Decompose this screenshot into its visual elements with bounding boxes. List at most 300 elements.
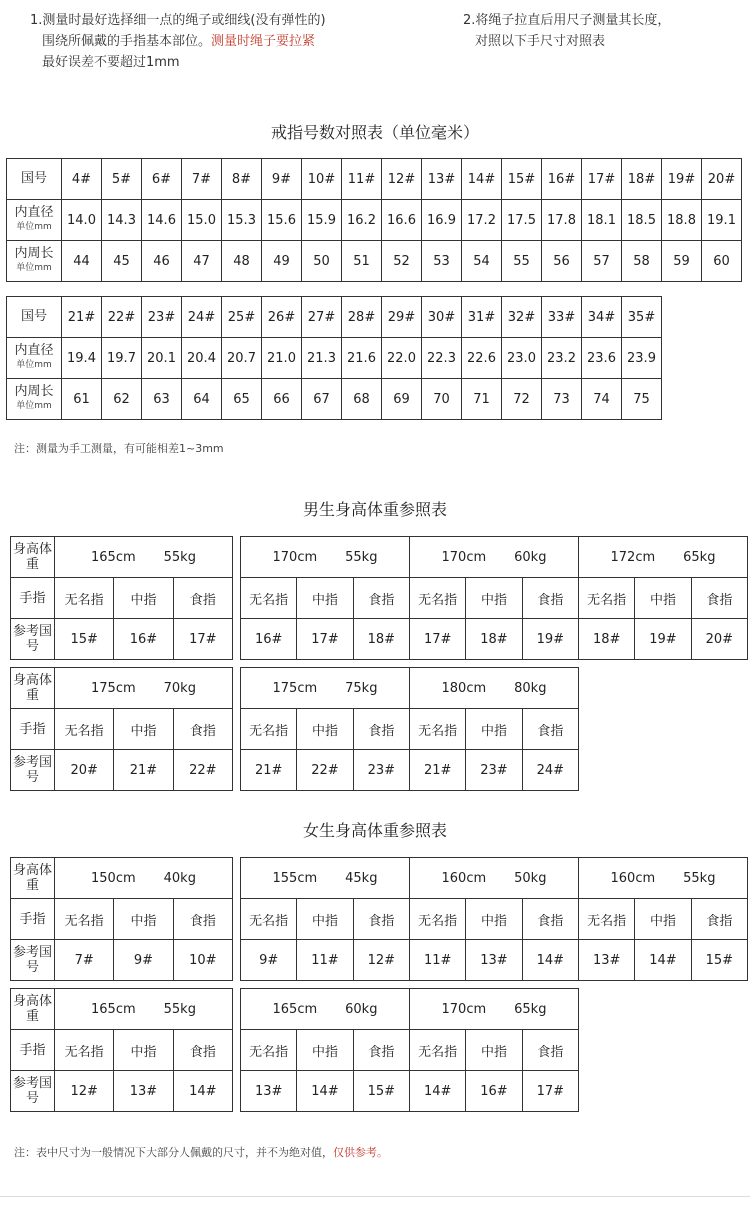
card-size-row: [11, 750, 233, 791]
ring-circumference-cell: 70: [422, 379, 462, 420]
card-finger-row: [11, 899, 233, 940]
card-hw-row: [410, 668, 579, 709]
size-ring: 20#: [55, 750, 114, 791]
card-size-row: [11, 940, 233, 981]
size-card: [409, 667, 579, 791]
card-finger-row: [579, 578, 748, 619]
card-hw-row: [11, 989, 233, 1030]
card-hw-row: [410, 989, 579, 1030]
finger-ring: 无名指: [55, 578, 114, 619]
size-middle: 18#: [466, 619, 522, 660]
finger-ring: 无名指: [241, 1030, 297, 1071]
height-value: 165cm: [91, 1001, 136, 1017]
ring-circumference-row: [7, 379, 662, 420]
card-hw-row: [11, 668, 233, 709]
ring-diameter-cell: 18.5: [622, 200, 662, 241]
size-index: 10#: [173, 940, 232, 981]
size-ring: 21#: [410, 750, 466, 791]
weight-value: 50kg: [514, 870, 547, 886]
ring-size-cell: 6#: [142, 159, 182, 200]
ring-diameter-cell: 23.6: [582, 338, 622, 379]
card-hw-row: [11, 858, 233, 899]
size-ring: 13#: [579, 940, 635, 981]
ring-diameter-cell: 20.4: [182, 338, 222, 379]
row-label-diameter: 内直径 单位mm: [7, 200, 62, 241]
ring-circumference-cell: 72: [502, 379, 542, 420]
ring-circumference-cell: 68: [342, 379, 382, 420]
size-middle: 14#: [635, 940, 691, 981]
card-hw-row: [579, 858, 748, 899]
footer-note: 注：表中尺寸为一般情况下大部分人佩戴的尺寸，并不为绝对值，仅供参考。: [14, 1146, 388, 1159]
weight-value: 80kg: [514, 680, 547, 696]
finger-index: 食指: [522, 899, 578, 940]
size-index: 19#: [522, 619, 578, 660]
label-ref-size: 参考国号: [11, 750, 55, 791]
finger-middle: 中指: [466, 578, 522, 619]
height-value: 155cm: [272, 870, 318, 886]
intro-highlight: 测量时绳子要拉紧: [211, 34, 316, 49]
ring-size-cell: 27#: [302, 297, 342, 338]
ring-circumference-cell: 67: [302, 379, 342, 420]
ring-diameter-cell: 22.3: [422, 338, 462, 379]
ring-diameter-cell: 14.0: [62, 200, 102, 241]
finger-index: 食指: [173, 709, 232, 750]
card-size-row: [410, 940, 579, 981]
ring-diameter-cell: 21.0: [262, 338, 302, 379]
label-height-weight: 身高体重: [11, 668, 55, 709]
label-finger: 手指: [11, 578, 55, 619]
card-finger-row: [410, 709, 579, 750]
card-finger-row: [11, 578, 233, 619]
finger-middle: 中指: [466, 709, 522, 750]
weight-value: 55kg: [163, 1001, 196, 1017]
ring-diameter-cell: 23.2: [542, 338, 582, 379]
ring-circumference-cell: 44: [62, 241, 102, 282]
ring-size-row: [7, 297, 662, 338]
ring-diameter-cell: 20.1: [142, 338, 182, 379]
ring-circumference-cell: 48: [222, 241, 262, 282]
height-weight: [410, 537, 579, 578]
ring-circumference-cell: 58: [622, 241, 662, 282]
finger-index: 食指: [173, 899, 232, 940]
card-hw-row: [241, 668, 410, 709]
height-value: 160cm: [441, 870, 487, 886]
finger-middle: 中指: [466, 899, 522, 940]
card-finger-row: [241, 578, 410, 619]
finger-middle: 中指: [114, 709, 173, 750]
row-label-diameter: 内直径 单位mm: [7, 338, 62, 379]
size-middle: 16#: [114, 619, 173, 660]
size-ring: 9#: [241, 940, 297, 981]
ring-note: 注：测量为手工测量，有可能相差1~3mm: [14, 442, 224, 455]
height-value: 175cm: [272, 680, 318, 696]
finger-index: 食指: [353, 578, 409, 619]
weight-value: 55kg: [163, 549, 196, 565]
intro-right: [463, 10, 670, 52]
ring-circumference-cell: 57: [582, 241, 622, 282]
card-finger-row: [241, 1030, 410, 1071]
size-ring: 21#: [241, 750, 297, 791]
ring-table-1: [6, 158, 742, 282]
height-weight: [241, 989, 410, 1030]
ring-size-cell: 22#: [102, 297, 142, 338]
card-hw-row: [241, 537, 410, 578]
male-table-title: 男生身高体重参照表: [302, 500, 447, 519]
ring-diameter-cell: 21.6: [342, 338, 382, 379]
ring-size-cell: 28#: [342, 297, 382, 338]
finger-middle: 中指: [635, 899, 691, 940]
ring-diameter-row: [7, 338, 662, 379]
finger-index: 食指: [353, 899, 409, 940]
finger-ring: 无名指: [241, 709, 297, 750]
intro-left: [30, 10, 326, 73]
finger-middle: 中指: [635, 578, 691, 619]
ring-circumference-cell: 63: [142, 379, 182, 420]
finger-index: 食指: [173, 578, 232, 619]
ring-diameter-cell: 16.2: [342, 200, 382, 241]
ring-circumference-cell: 65: [222, 379, 262, 420]
label-height-weight: 身高体重: [11, 989, 55, 1030]
ring-circumference-cell: 53: [422, 241, 462, 282]
ring-circumference-cell: 75: [622, 379, 662, 420]
size-index: 14#: [173, 1071, 232, 1112]
female-table-title: 女生身高体重参照表: [302, 821, 447, 840]
ring-size-cell: 5#: [102, 159, 142, 200]
ring-size-cell: 35#: [622, 297, 662, 338]
ring-size-cell: 23#: [142, 297, 182, 338]
weight-value: 65kg: [683, 549, 716, 565]
size-index: 12#: [353, 940, 409, 981]
height-value: 170cm: [441, 549, 487, 565]
size-card: [578, 857, 748, 981]
card-hw-row: [410, 858, 579, 899]
ring-size-cell: 9#: [262, 159, 302, 200]
finger-ring: 无名指: [241, 899, 297, 940]
label-ref-size: 参考国号: [11, 1071, 55, 1112]
ring-diameter-cell: 15.0: [182, 200, 222, 241]
size-index: 15#: [691, 940, 747, 981]
height-weight: [55, 858, 233, 899]
size-card: [240, 536, 410, 660]
ring-size-cell: 14#: [462, 159, 502, 200]
size-middle: 11#: [297, 940, 353, 981]
card-size-row: [410, 750, 579, 791]
ring-circumference-cell: 56: [542, 241, 582, 282]
ring-circumference-cell: 50: [302, 241, 342, 282]
label-finger: 手指: [11, 709, 55, 750]
height-value: 150cm: [91, 870, 136, 886]
finger-ring: 无名指: [241, 578, 297, 619]
size-ring: 18#: [579, 619, 635, 660]
ring-circumference-cell: 52: [382, 241, 422, 282]
weight-value: 75kg: [345, 680, 378, 696]
weight-value: 45kg: [345, 870, 378, 886]
size-card: [409, 857, 579, 981]
card-size-row: [410, 1071, 579, 1112]
card-finger-row: [241, 899, 410, 940]
finger-ring: 无名指: [55, 1030, 114, 1071]
ring-diameter-cell: 15.9: [302, 200, 342, 241]
size-ring: 13#: [241, 1071, 297, 1112]
size-card: [409, 536, 579, 660]
size-ring: 16#: [241, 619, 297, 660]
weight-value: 65kg: [514, 1001, 547, 1017]
ring-circumference-cell: 62: [102, 379, 142, 420]
card-finger-row: [410, 899, 579, 940]
ring-size-cell: 16#: [542, 159, 582, 200]
size-index: 23#: [353, 750, 409, 791]
size-middle: 14#: [297, 1071, 353, 1112]
size-middle: 13#: [114, 1071, 173, 1112]
height-weight: [55, 989, 233, 1030]
ring-circumference-cell: 55: [502, 241, 542, 282]
size-card: [10, 667, 234, 791]
size-index: 24#: [522, 750, 578, 791]
ring-size-cell: 26#: [262, 297, 302, 338]
size-index: 17#: [173, 619, 232, 660]
ring-size-cell: 33#: [542, 297, 582, 338]
ring-diameter-cell: 19.4: [62, 338, 102, 379]
label-height-weight: 身高体重: [11, 858, 55, 899]
ring-size-cell: 34#: [582, 297, 622, 338]
ring-circumference-cell: 71: [462, 379, 502, 420]
ring-size-cell: 20#: [702, 159, 742, 200]
height-weight: [579, 858, 748, 899]
ring-diameter-cell: 17.8: [542, 200, 582, 241]
height-weight: [241, 537, 410, 578]
size-index: 15#: [353, 1071, 409, 1112]
finger-index: 食指: [522, 1030, 578, 1071]
finger-ring: 无名指: [579, 578, 635, 619]
ring-circumference-cell: 69: [382, 379, 422, 420]
size-ring: 7#: [55, 940, 114, 981]
finger-index: 食指: [353, 1030, 409, 1071]
card-hw-row: [241, 989, 410, 1030]
intro-line: 2.将绳子拉直后用尺子测量其长度，: [463, 13, 671, 28]
ring-diameter-cell: 15.6: [262, 200, 302, 241]
height-weight: [241, 668, 410, 709]
ring-size-cell: 31#: [462, 297, 502, 338]
weight-value: 40kg: [163, 870, 196, 886]
size-middle: 22#: [297, 750, 353, 791]
label-finger: 手指: [11, 899, 55, 940]
height-weight: [55, 537, 233, 578]
card-size-row: [579, 940, 748, 981]
size-card: [409, 988, 579, 1112]
size-middle: 21#: [114, 750, 173, 791]
ring-diameter-cell: 19.1: [702, 200, 742, 241]
divider: [0, 1196, 750, 1197]
size-card: [240, 988, 410, 1112]
height-value: 165cm: [91, 549, 136, 565]
weight-value: 60kg: [345, 1001, 378, 1017]
ring-diameter-cell: 22.0: [382, 338, 422, 379]
intro-line: 对照以下手尺寸对照表: [475, 34, 606, 49]
ring-diameter-cell: 14.6: [142, 200, 182, 241]
ring-table-2: [6, 296, 662, 420]
ring-diameter-cell: 17.5: [502, 200, 542, 241]
ring-diameter-cell: 18.1: [582, 200, 622, 241]
finger-ring: 无名指: [410, 1030, 466, 1071]
intro-line: 1.测量时最好选择细一点的绳子或细线(没有弹性的): [30, 13, 326, 28]
card-size-row: [410, 619, 579, 660]
ring-circumference-cell: 49: [262, 241, 302, 282]
card-finger-row: [410, 1030, 579, 1071]
ring-size-row: [7, 159, 742, 200]
finger-index: 食指: [691, 899, 747, 940]
ring-diameter-cell: 15.3: [222, 200, 262, 241]
ring-diameter-cell: 19.7: [102, 338, 142, 379]
finger-index: 食指: [173, 1030, 232, 1071]
size-middle: 13#: [466, 940, 522, 981]
ring-table-title: 戒指号数对照表（单位毫米）: [270, 123, 479, 142]
ring-circumference-cell: 46: [142, 241, 182, 282]
finger-index: 食指: [353, 709, 409, 750]
ring-circumference-cell: 60: [702, 241, 742, 282]
row-label-circumference: 内周长 单位mm: [7, 379, 62, 420]
finger-ring: 无名指: [55, 709, 114, 750]
card-size-row: [11, 619, 233, 660]
label-ref-size: 参考国号: [11, 619, 55, 660]
finger-middle: 中指: [466, 1030, 522, 1071]
ring-size-cell: 12#: [382, 159, 422, 200]
intro-line: 最好误差不要超过1mm: [42, 55, 180, 70]
weight-value: 70kg: [163, 680, 196, 696]
ring-diameter-cell: 21.3: [302, 338, 342, 379]
row-label-size: 国号: [7, 159, 62, 200]
card-size-row: [241, 750, 410, 791]
card-hw-row: [410, 537, 579, 578]
finger-ring: 无名指: [55, 899, 114, 940]
ring-circumference-cell: 51: [342, 241, 382, 282]
weight-value: 55kg: [683, 870, 716, 886]
ring-circumference-cell: 54: [462, 241, 502, 282]
ring-circumference-cell: 59: [662, 241, 702, 282]
ring-diameter-cell: 20.7: [222, 338, 262, 379]
size-middle: 16#: [466, 1071, 522, 1112]
card-hw-row: [579, 537, 748, 578]
size-card: [10, 988, 234, 1112]
label-finger: 手指: [11, 1030, 55, 1071]
ring-size-cell: 4#: [62, 159, 102, 200]
size-index: 22#: [173, 750, 232, 791]
card-finger-row: [579, 899, 748, 940]
ring-size-cell: 19#: [662, 159, 702, 200]
height-weight: [241, 858, 410, 899]
card-size-row: [579, 619, 748, 660]
ring-circumference-cell: 45: [102, 241, 142, 282]
ring-size-cell: 11#: [342, 159, 382, 200]
row-label-circumference: 内周长 单位mm: [7, 241, 62, 282]
ring-diameter-cell: 23.0: [502, 338, 542, 379]
ring-size-cell: 17#: [582, 159, 622, 200]
size-card: [10, 857, 234, 981]
card-finger-row: [11, 709, 233, 750]
ring-diameter-cell: 16.6: [382, 200, 422, 241]
ring-diameter-cell: 16.9: [422, 200, 462, 241]
size-card: [10, 536, 234, 660]
size-index: 20#: [691, 619, 747, 660]
ring-circumference-cell: 66: [262, 379, 302, 420]
ring-size-cell: 10#: [302, 159, 342, 200]
size-middle: 23#: [466, 750, 522, 791]
card-size-row: [241, 940, 410, 981]
finger-middle: 中指: [297, 1030, 353, 1071]
size-ring: 14#: [410, 1071, 466, 1112]
ring-diameter-cell: 23.9: [622, 338, 662, 379]
finger-middle: 中指: [297, 899, 353, 940]
ring-size-cell: 25#: [222, 297, 262, 338]
weight-value: 60kg: [514, 549, 547, 565]
height-value: 170cm: [272, 549, 318, 565]
finger-ring: 无名指: [410, 578, 466, 619]
size-ring: 15#: [55, 619, 114, 660]
size-card: [578, 536, 748, 660]
size-middle: 19#: [635, 619, 691, 660]
size-card: [240, 857, 410, 981]
footer-note-highlight: 仅供参考。: [333, 1146, 388, 1159]
height-weight: [410, 668, 579, 709]
height-weight: [410, 989, 579, 1030]
height-weight: [579, 537, 748, 578]
ring-size-cell: 15#: [502, 159, 542, 200]
ring-diameter-cell: 18.8: [662, 200, 702, 241]
ring-diameter-cell: 14.3: [102, 200, 142, 241]
finger-index: 食指: [522, 709, 578, 750]
finger-ring: 无名指: [579, 899, 635, 940]
ring-size-cell: 32#: [502, 297, 542, 338]
ring-size-cell: 21#: [62, 297, 102, 338]
ring-size-cell: 24#: [182, 297, 222, 338]
finger-middle: 中指: [114, 899, 173, 940]
row-label-size: 国号: [7, 297, 62, 338]
height-value: 170cm: [441, 1001, 487, 1017]
finger-middle: 中指: [297, 578, 353, 619]
height-value: 172cm: [610, 549, 656, 565]
height-weight: [410, 858, 579, 899]
card-hw-row: [241, 858, 410, 899]
height-value: 160cm: [610, 870, 656, 886]
label-ref-size: 参考国号: [11, 940, 55, 981]
finger-middle: 中指: [114, 1030, 173, 1071]
ring-size-cell: 7#: [182, 159, 222, 200]
card-finger-row: [11, 1030, 233, 1071]
intro-line: 围绕所佩戴的手指基本部位。测量时绳子要拉紧: [42, 34, 316, 49]
height-weight: [55, 668, 233, 709]
height-value: 180cm: [441, 680, 487, 696]
size-index: 18#: [353, 619, 409, 660]
size-index: 17#: [522, 1071, 578, 1112]
ring-diameter-cell: 17.2: [462, 200, 502, 241]
height-value: 165cm: [272, 1001, 318, 1017]
card-size-row: [241, 1071, 410, 1112]
size-ring: 11#: [410, 940, 466, 981]
ring-size-cell: 29#: [382, 297, 422, 338]
ring-circumference-cell: 47: [182, 241, 222, 282]
ring-size-cell: 8#: [222, 159, 262, 200]
size-ring: 17#: [410, 619, 466, 660]
ring-size-cell: 13#: [422, 159, 462, 200]
label-height-weight: 身高体重: [11, 537, 55, 578]
finger-ring: 无名指: [410, 709, 466, 750]
height-value: 175cm: [91, 680, 136, 696]
size-index: 14#: [522, 940, 578, 981]
finger-middle: 中指: [297, 709, 353, 750]
ring-diameter-cell: 22.6: [462, 338, 502, 379]
ring-size-cell: 30#: [422, 297, 462, 338]
size-middle: 17#: [297, 619, 353, 660]
card-hw-row: [11, 537, 233, 578]
